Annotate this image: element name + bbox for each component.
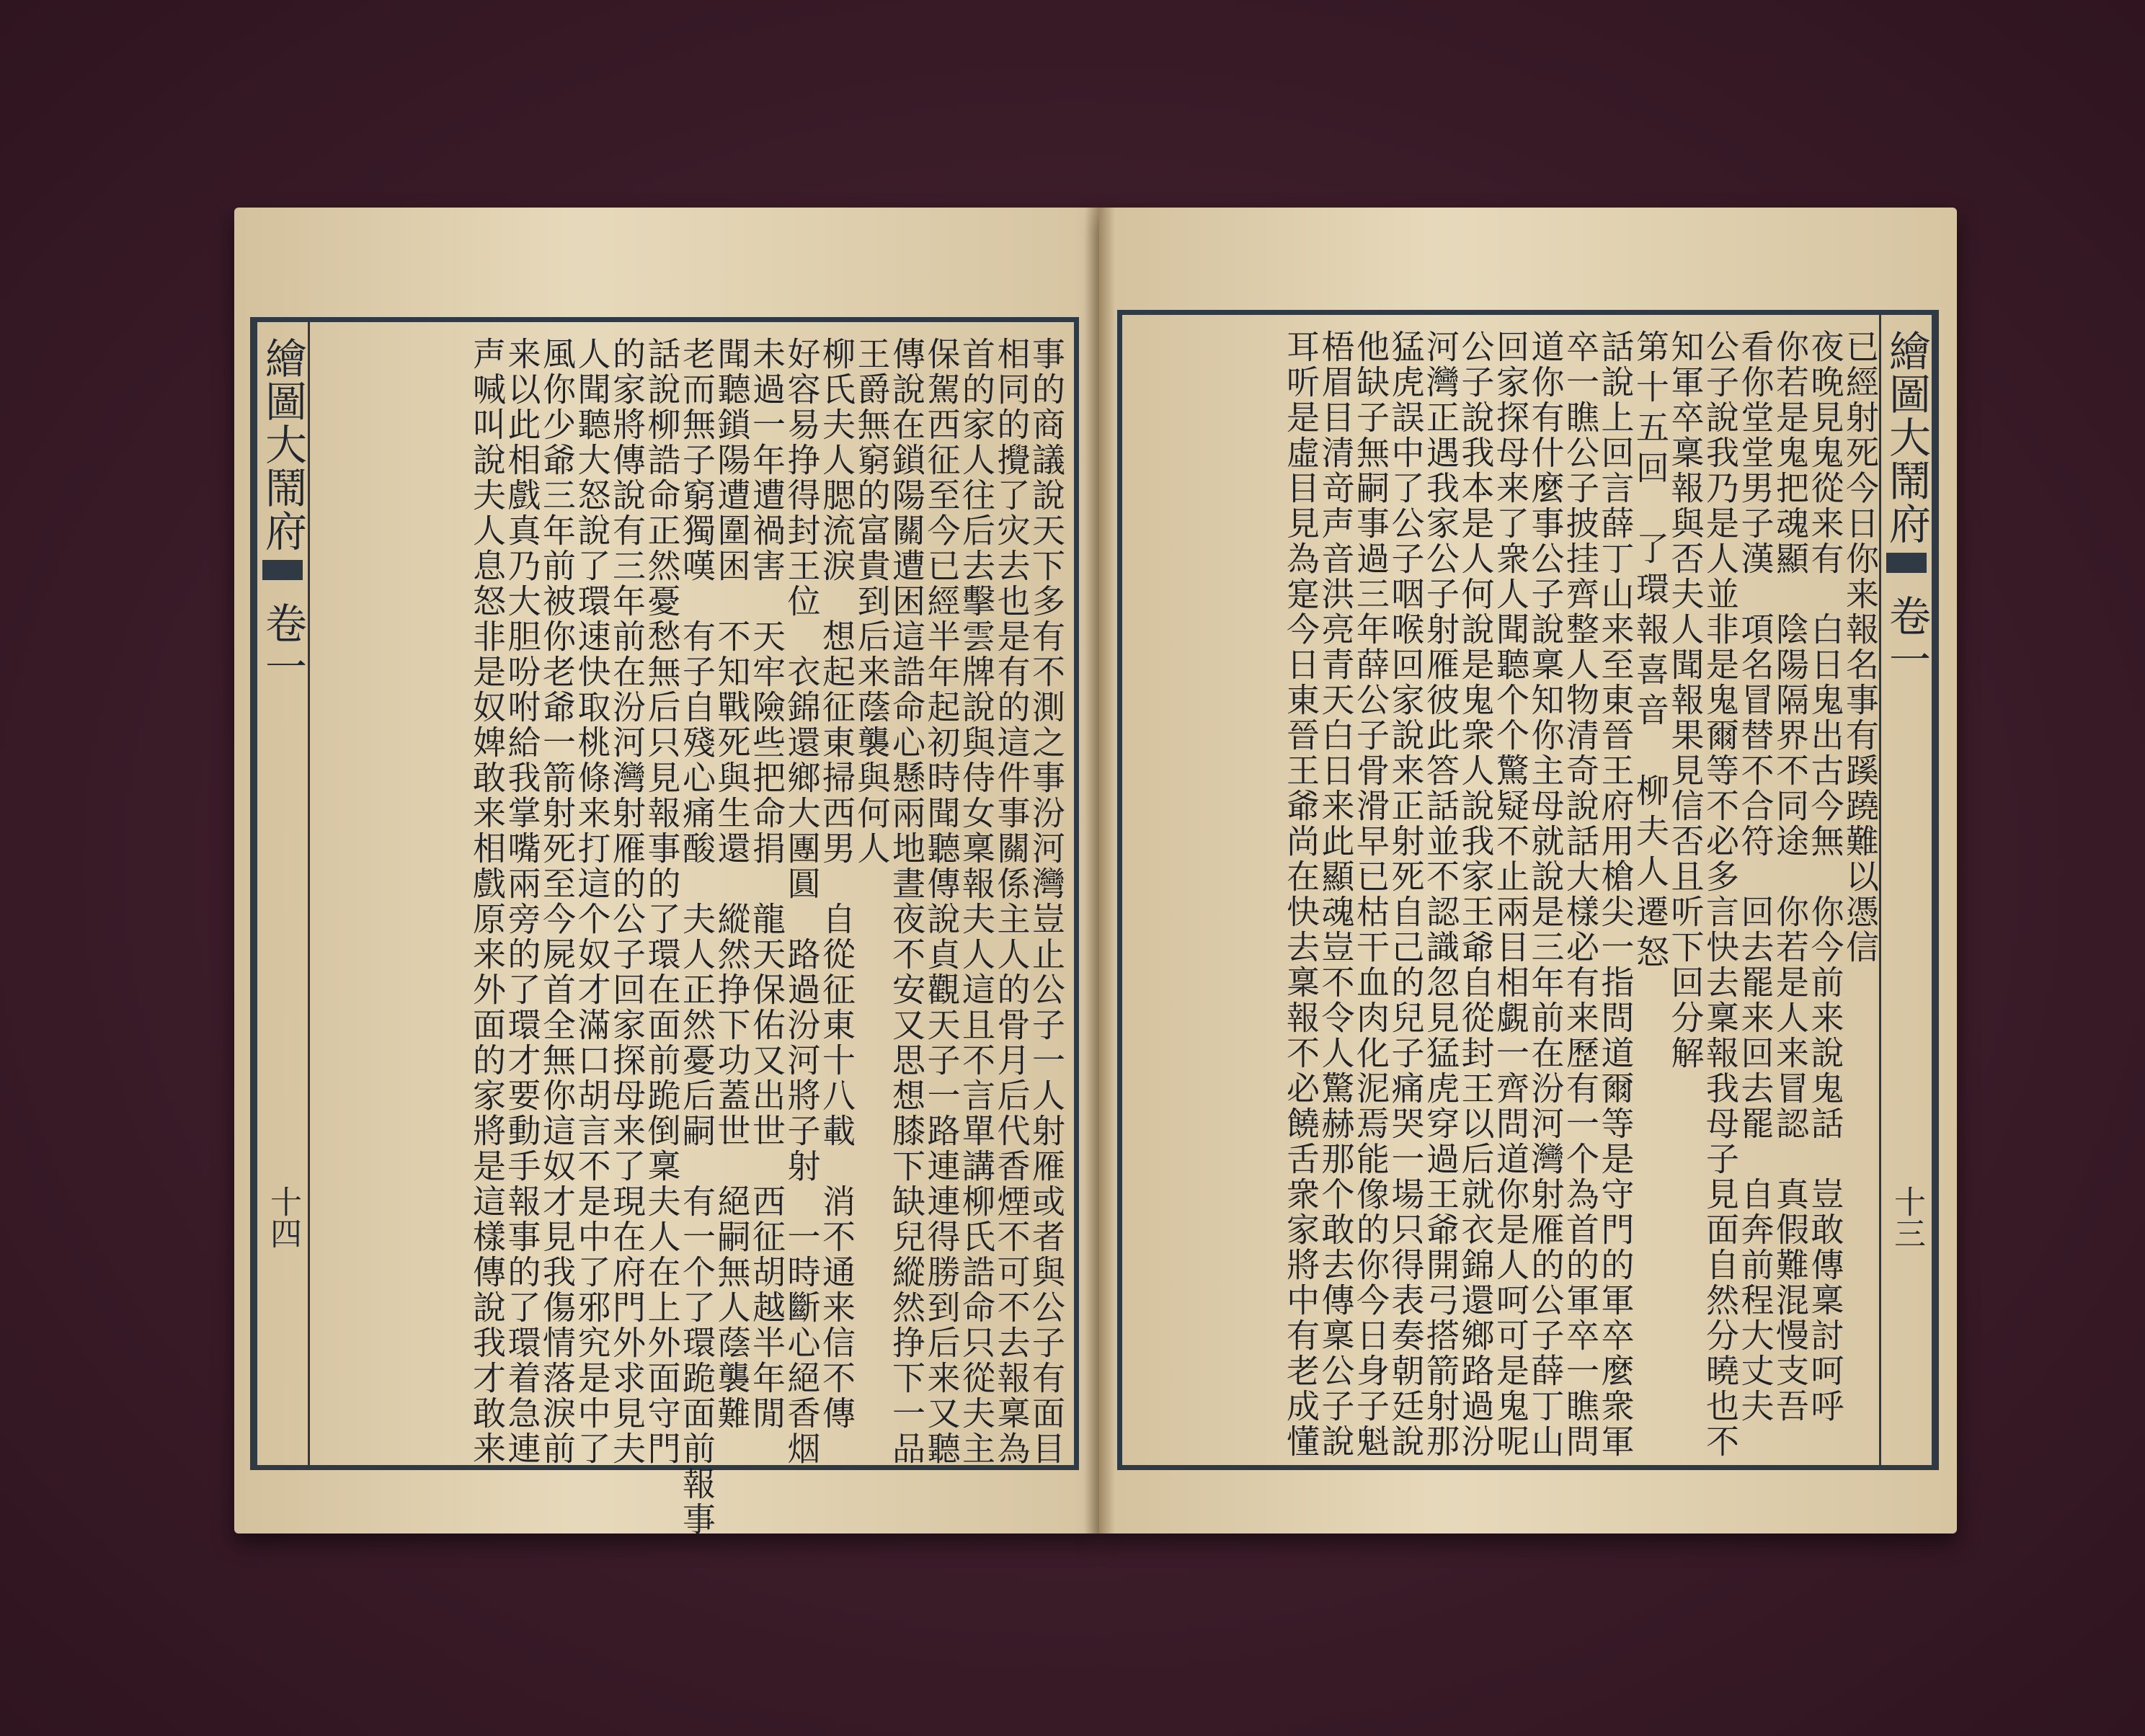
right-col-2-tail: 豈敢傳稟討呵呼 xyxy=(1806,1177,1845,1424)
left-col-4: 保駕西征至今已經半年起初時聞聽傳說貞觀天子一路連連得勝到后来又聽 xyxy=(922,337,962,1466)
right-col-4-text: 看你堂堂男子漢 項名冒替不合符 回去罷来回去罷 xyxy=(1736,329,1775,1141)
left-margin-strip xyxy=(255,322,310,1465)
left-col-14: 人聞聽大怒說了環速快取桃條来打這个奴才滿口胡言不是中了邪究是中了 xyxy=(572,337,612,1466)
right-col-12: 公子說我本是人何說是鬼衆人說我家王爺自從封王以后就衣錦還鄉路過汾 xyxy=(1456,329,1496,1459)
left-col-16: 来以此相戲真乃大胆吩咐給我掌嘴兩旁的了環才要動手報事的了環着急連 xyxy=(502,337,542,1466)
right-col-17: 耳听是虛目見為寔今日東晉王爺尚在快去稟報不必饒舌衆家將中有老成懂 xyxy=(1282,329,1320,1459)
right-col-13: 河灣正遇我家公子射雁彼此答話並不認識忽見猛虎穿過王爺開弓搭箭射那 xyxy=(1421,329,1460,1459)
right-col-15: 他缺子無嗣事過三年薛公子骨滑早已枯干血肉化泥焉能像的你今日身子魁 xyxy=(1351,329,1390,1459)
left-col-2: 相同的攪了灾去也是有的這件事關係主人的骨月后代香煙不可不去報稟為 xyxy=(992,337,1031,1466)
left-col-9: 未過一年遭禍害 天牢險些把命捐 龍天保佑又出世 西征胡越半年閒 xyxy=(747,337,786,1431)
right-col-3-text: 你若是鬼把魂顯 陰陽隔界不同途 你若是人来冒認 xyxy=(1771,329,1810,1141)
right-col-2-text: 夜晚見鬼從来有 白日鬼出古今無 你今前来說鬼話 xyxy=(1806,329,1845,1141)
left-col-10: 聞聽鎖陽遭圍困 不知戰死與生還 縱然挣下功蓋世 絕嗣無人蔭襲難 xyxy=(712,337,752,1431)
left-col-3: 首的家人往后去擊雲牌說與侍女稟報夫人這且不言單講柳氏誥命只從夫主 xyxy=(957,337,996,1466)
left-text-block xyxy=(307,337,1066,1537)
right-col-5: 公子說我乃是人並非是鬼爾等不必多言快去稟報我母子見面自然分曉也不 xyxy=(1701,329,1740,1459)
left-col-7: 柳氏夫人腮流淚 想起征東掃西男 自從征東十八載 消不通来信不傳 xyxy=(817,337,856,1431)
fishtail-mark xyxy=(1886,553,1927,573)
right-page-frame xyxy=(1117,310,1939,1470)
left-col-8: 好容易挣得封王位 衣錦還鄉大團圓 路過汾河將子射 一時斷心絕香烟 xyxy=(782,337,822,1466)
left-margin-volume: 卷一 xyxy=(258,602,307,688)
left-page-frame xyxy=(250,317,1079,1537)
left-col-11: 老而無子窮獨嘆 有子自殘心痛酸 夫人正然憂后嗣 有一个了環跪面前報事 xyxy=(678,337,716,1537)
left-col-12: 話說柳誥命正然憂愁無后只見報事的了環在面前跪倒稟夫人在上外面守門 xyxy=(642,337,682,1466)
right-margin-strip xyxy=(1879,315,1934,1465)
right-col-1: 已經射死今日你来報名事有蹊蹺難以憑信 xyxy=(1841,329,1880,965)
right-col-6: 知軍卒稟報與否夫人聞報果見信否且听下回分解 xyxy=(1666,329,1705,1071)
left-col-13: 的家將傳說有三年前在汾河灣射雁的公子回家探母来了現在府門外求見夫 xyxy=(608,337,647,1466)
left-col-6: 王爵無窮的富貴到后来蔭襲與何人 xyxy=(852,337,892,866)
right-col-10: 道你有什麼事公子說稟知你主母就說是三年前在汾河灣射雁的公子薛丁山 xyxy=(1526,329,1566,1459)
chapter-heading: 第十五回 了環報喜音 柳夫人遷怒 xyxy=(1631,329,1670,975)
right-col-8: 話說上回言薛丁山来至東晉王府用槍尖一指問道爾等是守門的軍卒麼衆軍 xyxy=(1596,329,1635,1459)
fishtail-mark xyxy=(262,560,303,580)
right-col-4 xyxy=(1738,329,1773,1451)
left-col-15: 風你少爺三年前被你老爺一箭射死至今屍首全無你這奴才見我傷情落淚前 xyxy=(538,337,577,1466)
right-col-3-tail: 真假難混慢支吾 xyxy=(1771,1177,1810,1424)
right-col-9: 卒一瞧公子披挂齊整人物清奇說話大樣必有来歷有一个為首的軍卒一瞧問 xyxy=(1561,329,1600,1459)
open-book xyxy=(234,195,1957,1542)
right-text-block xyxy=(1132,329,1880,1459)
right-margin-title: 繪圖大鬧府 xyxy=(1882,329,1931,546)
left-col-1: 事的商議說天下多有不測之事汾河灣豈止公子一人射雁或者與公子有面目 xyxy=(1027,337,1066,1466)
right-page-number: 十三 xyxy=(1888,1185,1925,1249)
right-col-11: 回家探母来了衆人聞聽个个驚疑不止兩目相覷一齊問道你是人呵可是鬼呢 xyxy=(1491,329,1530,1459)
left-margin-title: 繪圖大鬧府 xyxy=(258,337,307,553)
right-col-16: 梧眉目清竒声音洪亮青天白日来此顯魂豈不令人驚赫那个敢去傳稟公子說 xyxy=(1316,329,1356,1459)
right-col-3 xyxy=(1773,329,1808,1451)
right-col-4-tail: 自奔前程大丈夫 xyxy=(1736,1177,1775,1424)
left-col-5: 傳說在鎖陽關遭困這誥命心懸兩地晝夜不安又思想膝下缺兒縱然挣下一品 xyxy=(887,337,926,1466)
right-col-14: 猛虎誤中了公子咽喉回家說来正射死自己的兒子痛哭一場只得表奏朝廷說 xyxy=(1386,329,1426,1459)
right-margin-volume: 卷一 xyxy=(1882,595,1931,681)
book-spine xyxy=(1085,208,1115,1534)
left-col-17: 声喊叫說夫人息怒非是奴婢敢来相戲原来外面的家將是這樣傳說我才敢来 xyxy=(468,337,507,1466)
right-col-2 xyxy=(1808,329,1843,1451)
left-page-number: 十四 xyxy=(265,1185,301,1249)
